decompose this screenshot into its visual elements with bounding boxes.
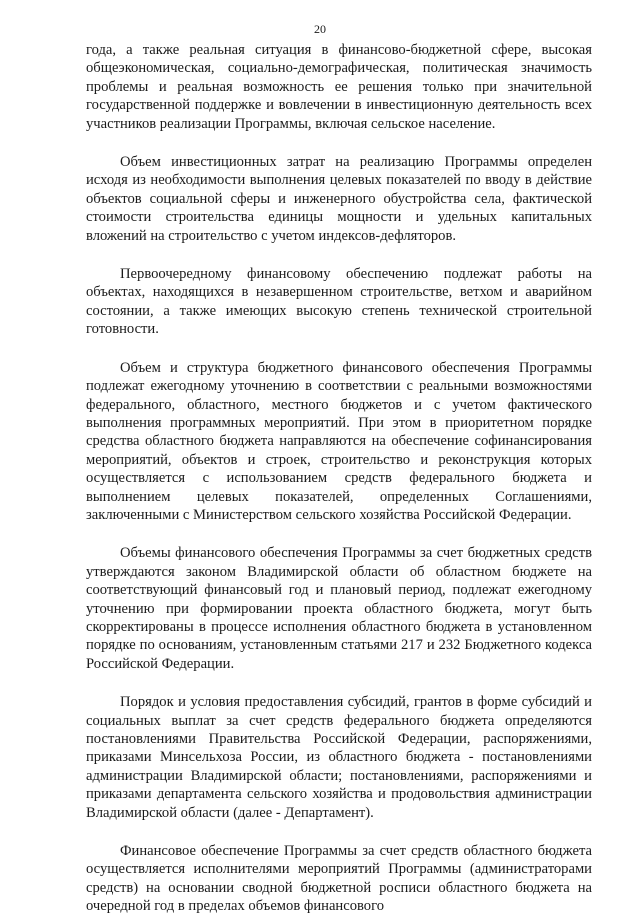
paragraph-1: года, а также реальная ситуация в финансово-бюджетной сфере, высокая общеэкономическая, социально-демографическая, политическая значимость проблемы и реальная возможность ее решения только при значительной государственной поддержке и вовлечении в инвестиционную деятельность всех участников реализации Программы, включая сельское население.	[86, 42, 592, 132]
page-number: 20	[314, 22, 326, 36]
paragraph-6: Порядок и условия предоставления субсидий, грантов в форме субсидий и социальных выплат за счет средств федерального бюджета определяются постановлениями Правительства Российской Федерации, распоряжениями, приказами Минсельхоза России, из областного бюджета - постановлениями администрации Владимирской области; постановлениями, распоряжениями и приказами департамента сельского хозяйства и продовольствия администрации Владимирской области (далее - Департамент).	[86, 694, 592, 821]
paragraph-5: Объемы финансового обеспечения Программы за счет бюджетных средств утверждаются законом Владимирской области об областном бюджете на соответствующий финансовый год и плановый период, подлежат ежегодному уточнению при формировании проекта областного бюджета, могут быть скорректированы в процессе исполнения областного бюджета в установленном порядке по основаниям, установленным статьями 217 и 232 Бюджетного кодекса Российской Федерации.	[86, 545, 592, 672]
paragraph-3: Первоочередному финансовому обеспечению подлежат работы на объектах, находящихся в незавершенном строительстве, ветхом и аварийном состоянии, а также имеющих высокую степень технической строительной готовности.	[86, 266, 592, 338]
paragraph-2: Объем инвестиционных затрат на реализацию Программы определен исходя из необходимости выполнения целевых показателей по вводу в действие объектов социальной сферы и инженерного обустройства села, фактической стоимости строительства единицы мощности и удельных капитальных вложений на строительство с учетом индексов-дефляторов.	[86, 154, 592, 244]
document-body	[86, 41, 592, 916]
paragraph-7: Финансовое обеспечение Программы за счет средств областного бюджета осуществляется исполнителями мероприятий Программы (администраторами средств) на основании сводной бюджетной росписи областного бюджета на очередной год в пределах объемов финансового	[86, 843, 592, 915]
paragraph-4: Объем и структура бюджетного финансового обеспечения Программы подлежат ежегодному уточнению в соответствии с реальными возможностями федерального, областного, местного бюджетов и с учетом фактического выполнения программных мероприятий. При этом в приоритетном порядке средства областного бюджета направляются на обеспечение софинансирования мероприятий, объектов и строек, строительство и реконструкция которых осуществляется с использованием средств федерального бюджета и выполнением целевых показателей, определенных Соглашениями, заключенными с Министерством сельского хозяйства Российской Федерации.	[86, 359, 592, 523]
